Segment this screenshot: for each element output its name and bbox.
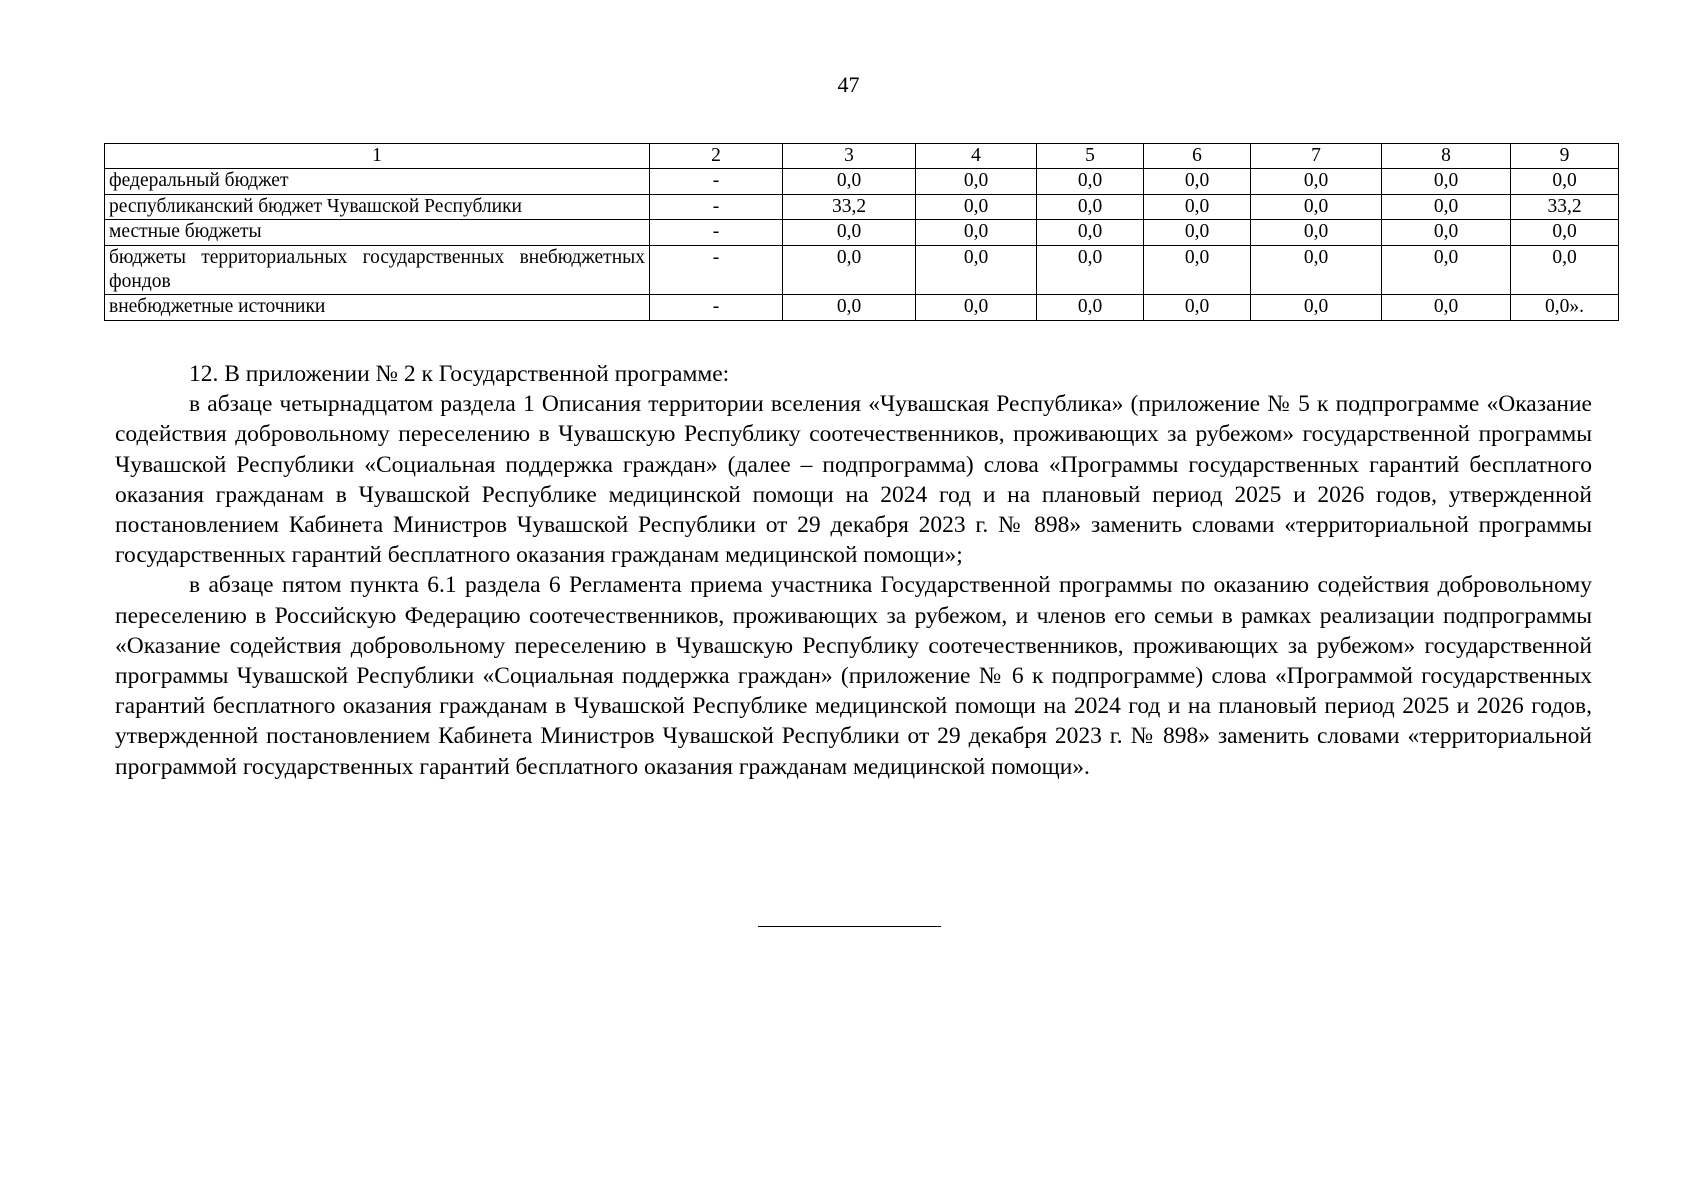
table-cell: 0,0	[916, 194, 1037, 219]
table-cell: -	[650, 295, 783, 320]
column-header: 3	[783, 144, 916, 169]
budget-table	[104, 143, 1619, 321]
table-cell: 0,0	[1251, 169, 1382, 194]
column-header: 7	[1251, 144, 1382, 169]
row-label: местные бюджеты	[105, 220, 650, 245]
table-cell: 0,0	[1037, 245, 1144, 295]
table-cell: 0,0	[1144, 194, 1251, 219]
table-cell: -	[650, 169, 783, 194]
table-row	[105, 245, 1619, 295]
table-cell: 0,0	[783, 245, 916, 295]
closing-separator-line	[758, 926, 941, 927]
column-header: 1	[105, 144, 650, 169]
table-cell: 0,0	[916, 295, 1037, 320]
column-header: 8	[1382, 144, 1511, 169]
table-cell: 0,0	[1382, 295, 1511, 320]
table-cell: 0,0	[1511, 169, 1619, 194]
table-cell: 0,0	[783, 169, 916, 194]
column-header: 2	[650, 144, 783, 169]
column-header: 5	[1037, 144, 1144, 169]
table-cell: 0,0	[1382, 194, 1511, 219]
table-cell: 0,0».	[1511, 295, 1619, 320]
row-label: федеральный бюджет	[105, 169, 650, 194]
table-cell: 0,0	[1251, 295, 1382, 320]
column-header: 6	[1144, 144, 1251, 169]
table-cell: 0,0	[1511, 220, 1619, 245]
table-cell: 0,0	[1251, 220, 1382, 245]
table-header-row	[105, 144, 1619, 169]
row-label: внебюджетные источники	[105, 295, 650, 320]
table-row	[105, 295, 1619, 320]
table-cell: 0,0	[1382, 169, 1511, 194]
table-cell: 0,0	[1251, 245, 1382, 295]
table-cell: 0,0	[783, 295, 916, 320]
table-cell: -	[650, 194, 783, 219]
table-cell: 0,0	[1511, 245, 1619, 295]
table-row	[105, 220, 1619, 245]
table-cell: 33,2	[783, 194, 916, 219]
section-heading-paragraph: 12. В приложении № 2 к Государственной программе:	[189, 361, 730, 387]
table-row	[105, 169, 1619, 194]
table-cell: 0,0	[1144, 245, 1251, 295]
table-cell: -	[650, 245, 783, 295]
table-cell: 0,0	[1144, 220, 1251, 245]
table-row	[105, 194, 1619, 219]
table-cell: 0,0	[916, 245, 1037, 295]
column-header: 9	[1511, 144, 1619, 169]
document-body	[115, 359, 1592, 782]
amendment-paragraph: в абзаце четырнадцатом раздела 1 Описания территории вселения «Чувашская Республика» (приложение № 5 к подпрограмме «Оказание содействия добровольному переселению в Чувашскую Республику соотечественников, проживающих за рубежом» государственной программы Чувашской Республики «Социальная поддержка граждан» (далее – подпрограмма) слова «Программы государственных гарантий бесплатного оказания гражданам в Чувашской Республике медицинской помощи на 2024 год и на плановый период 2025 и 2026 годов, утвержденной постановлением Кабинета Министров Чувашской Республики от 29 декабря 2023 г. № 898» заменить словами «территориальной программы государственных гарантий бесплатного оказания гражданам медицинской помощи»;	[115, 391, 1592, 569]
table-cell: 0,0	[1382, 245, 1511, 295]
page-number: 47	[837, 72, 860, 97]
table-cell: -	[650, 220, 783, 245]
table-cell: 0,0	[1251, 194, 1382, 219]
table-cell: 0,0	[916, 220, 1037, 245]
table-cell: 33,2	[1511, 194, 1619, 219]
row-label: республиканский бюджет Чувашской Республики	[105, 194, 650, 219]
row-label: бюджеты территориальных государственных внебюджетных фондов	[105, 245, 650, 295]
table-cell: 0,0	[783, 220, 916, 245]
table-cell: 0,0	[1037, 169, 1144, 194]
table-cell: 0,0	[1037, 220, 1144, 245]
table-cell: 0,0	[1144, 169, 1251, 194]
amendment-paragraph: в абзаце пятом пункта 6.1 раздела 6 Регламента приема участника Государственной программы по оказанию содействия добровольному переселению в Российскую Федерацию соотечественников, проживающих за рубежом, и членов его семьи в рамках реализации подпрограммы «Оказание содействия добровольному переселению в Чувашскую Республику соотечественников, проживающих за рубежом» государственной программы Чувашской Республики «Социальная поддержка граждан» (приложение № 6 к подпрограмме) слова «Программой государственных гарантий бесплатного оказания гражданам в Чувашской Республике медицинской помощи на 2024 год и на плановый период 2025 и 2026 годов, утвержденной постановлением Кабинета Министров Чувашской Республики от 29 декабря 2023 г. № 898» заменить словами «территориальной программой государственных гарантий бесплатного оказания гражданам медицинской помощи».	[115, 572, 1592, 780]
table-cell: 0,0	[1144, 295, 1251, 320]
table-cell: 0,0	[1382, 220, 1511, 245]
table-cell: 0,0	[916, 169, 1037, 194]
table-cell: 0,0	[1037, 194, 1144, 219]
table-cell: 0,0	[1037, 295, 1144, 320]
column-header: 4	[916, 144, 1037, 169]
